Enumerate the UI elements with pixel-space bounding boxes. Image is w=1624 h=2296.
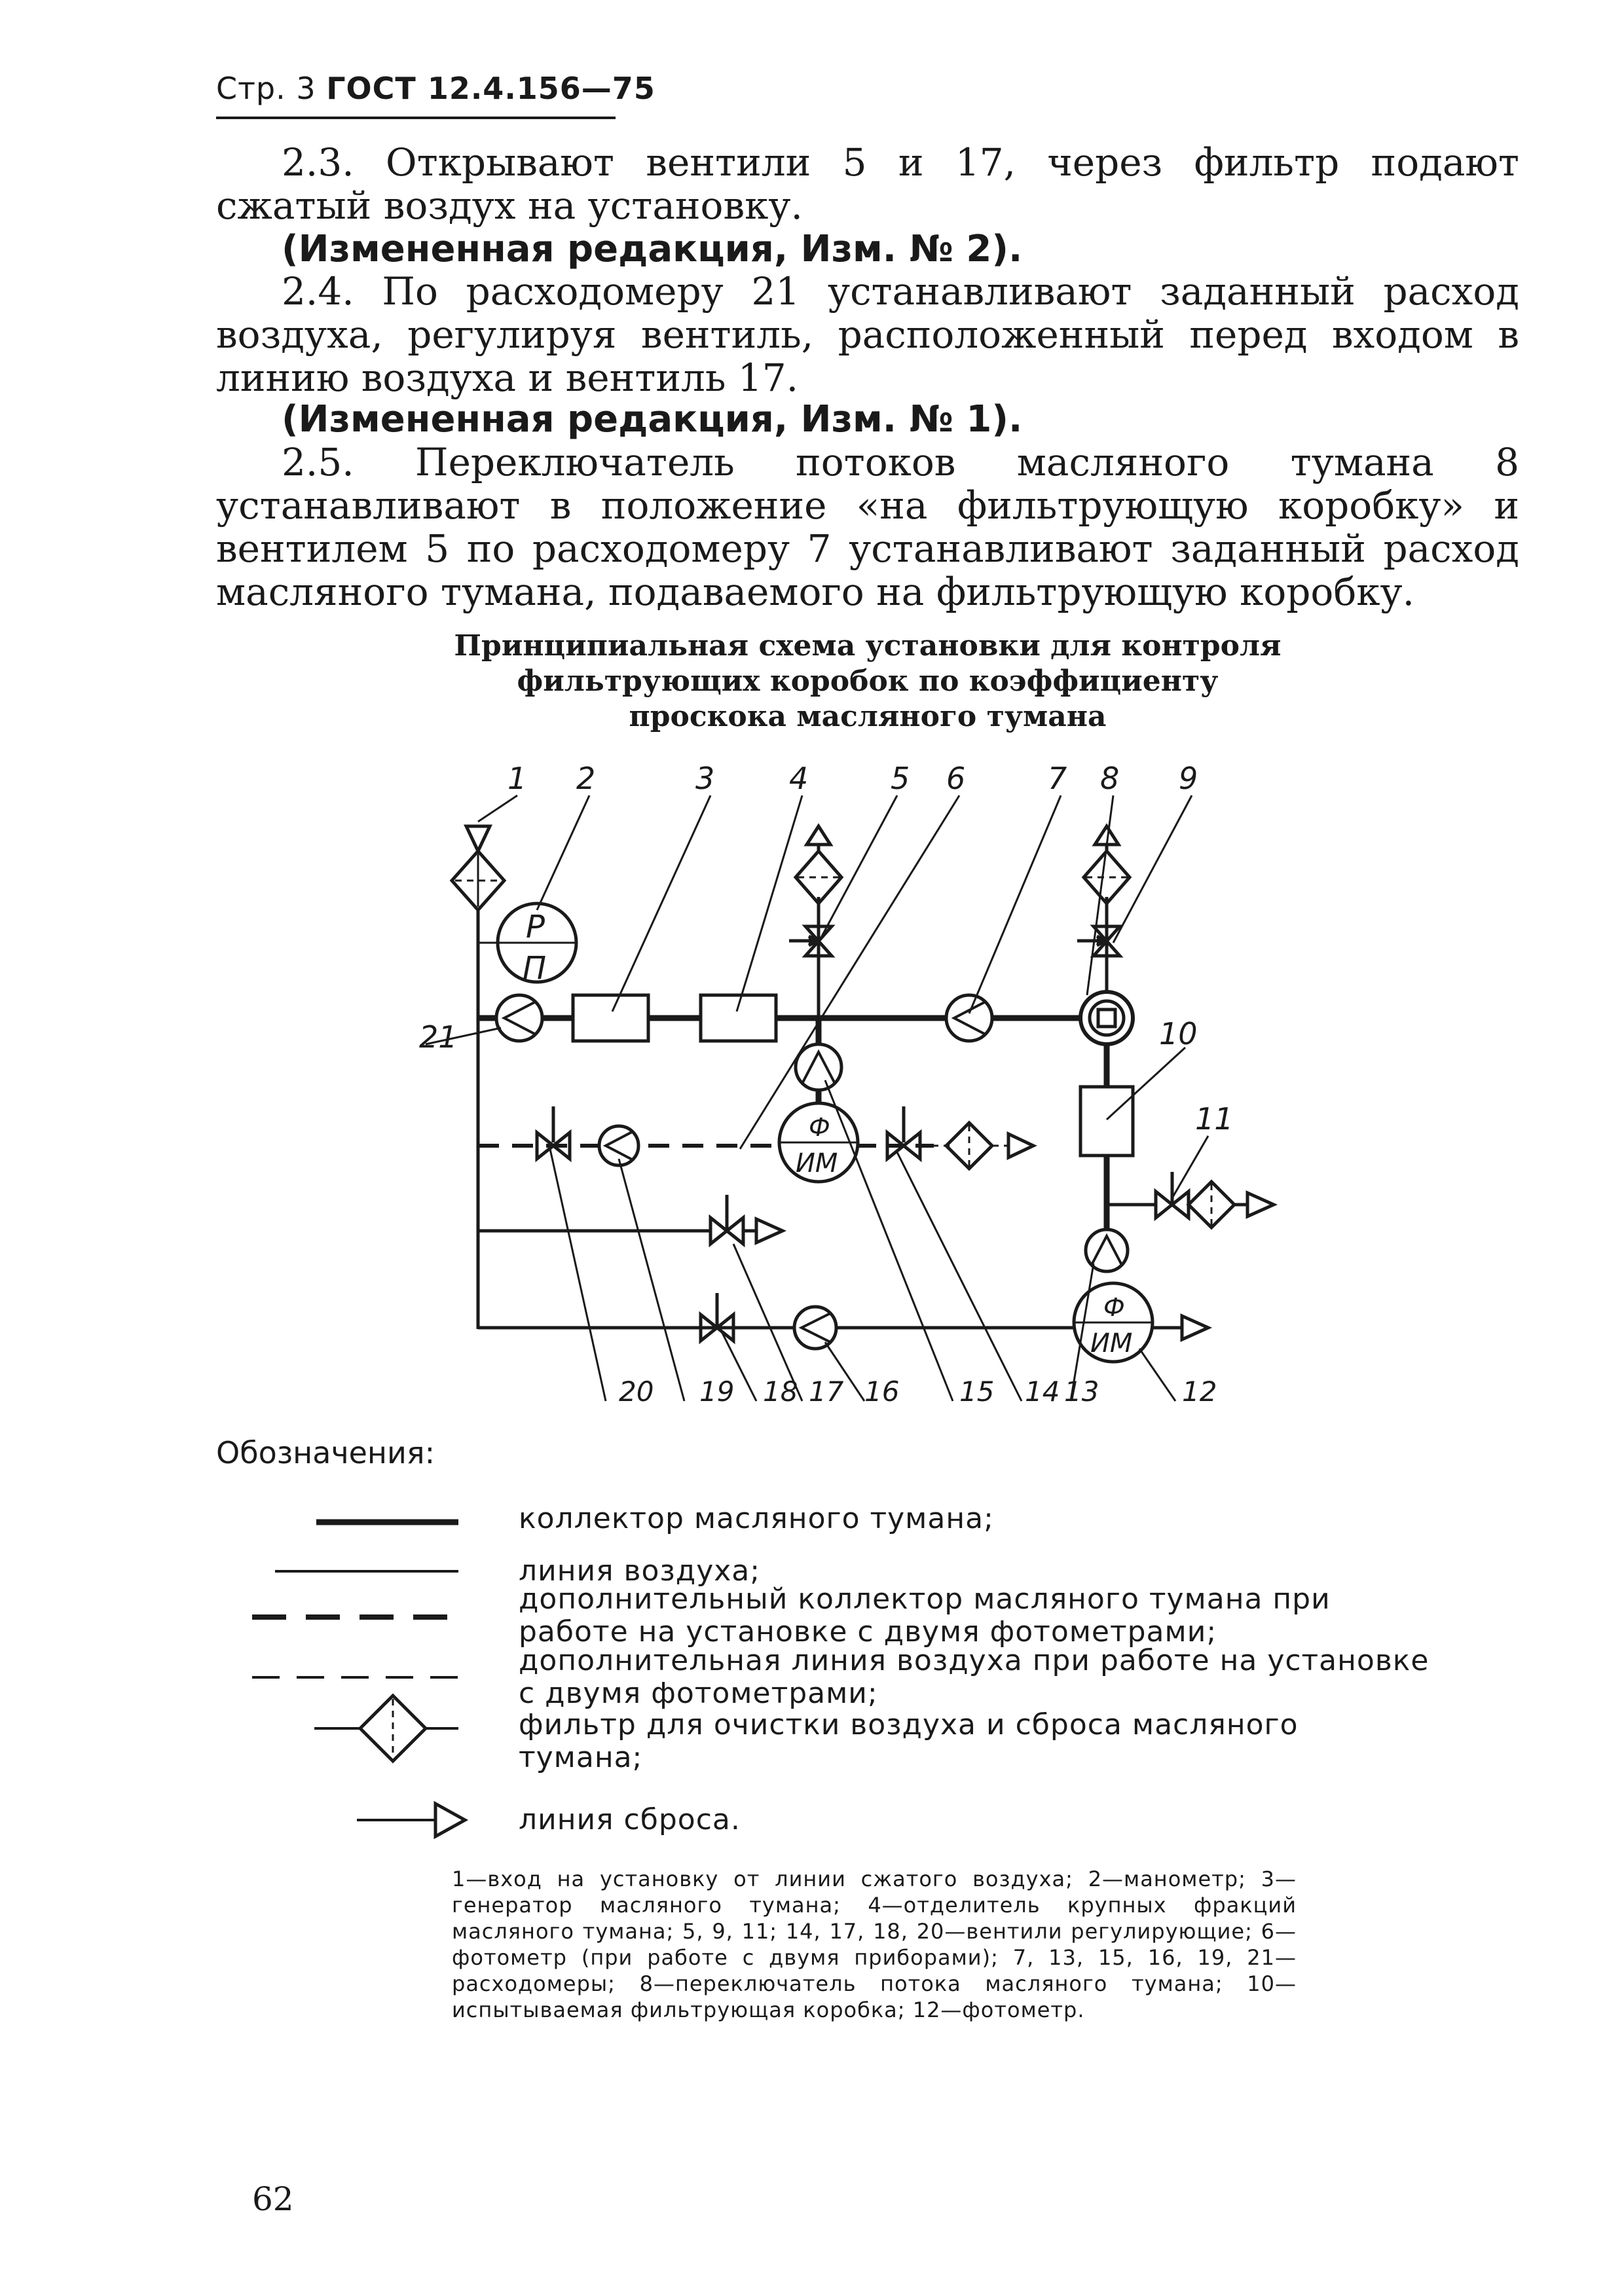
gauge-letter-top: P — [526, 909, 545, 945]
label-6: 6 — [946, 761, 966, 796]
label-14: 14 — [1025, 1376, 1060, 1408]
paragraph-2-4: 2.4. По расходомеру 21 устанавливают заданный расход воздуха, регулируя вентиль, расположенный перед входом в линию воздуха и вентиль 17. — [216, 269, 1519, 400]
legend-item-filter: фильтр для очистки воздуха и сброса масляного тумана; — [519, 1708, 1299, 1774]
label-15: 15 — [959, 1376, 995, 1408]
exhaust-icon — [435, 1804, 465, 1836]
label-1: 1 — [507, 761, 527, 796]
diagram-title: Принципиальная схема установки для контроля фильтрующих коробок по коэффициенту проскока масляного тумана — [454, 629, 1282, 733]
label-16: 16 — [864, 1376, 900, 1408]
label-2: 2 — [576, 761, 596, 796]
label-8: 8 — [1100, 761, 1120, 796]
label-20: 20 — [619, 1376, 654, 1408]
svg-text:Ф: Ф — [809, 1113, 830, 1142]
label-3: 3 — [695, 761, 715, 796]
amendment-2: (Измененная редакция, Изм. № 2). — [282, 228, 1023, 270]
legend-item-extra-collector: дополнительный коллектор масляного тумана при работе на установке с двумя фотометрами; — [519, 1582, 1331, 1649]
label-12: 12 — [1182, 1376, 1217, 1408]
label-5: 5 — [891, 761, 910, 796]
figure-caption: 1—вход на установку от линии сжатого воздуха; 2—манометр; 3—генератор масляного тумана; 4—отделитель крупных фракций масляного тумана; 5, 9, 11; 14, 17, 18, 20—вентили регулирующие; 6—фотометр (при работе с двумя приборами); 7, 13, 15, 16, 19, 21—расходомеры; 8—переключатель потока масляного тумана; 10—испытываемая фильтрующая коробка; 12—фотометр. — [452, 1867, 1297, 2022]
label-9: 9 — [1179, 761, 1198, 796]
header-page: Стр. 3 — [216, 71, 316, 106]
label-11: 11 — [1195, 1101, 1234, 1137]
svg-text:Ф: Ф — [1103, 1293, 1125, 1322]
label-21: 21 — [419, 1019, 458, 1055]
label-13: 13 — [1064, 1376, 1099, 1408]
label-19: 19 — [699, 1376, 735, 1408]
label-10: 10 — [1159, 1016, 1198, 1051]
legend-title: Обозначения: — [216, 1435, 435, 1470]
paragraph-2-3: 2.3. Открывают вентили 5 и 17, через фильтр подают сжатый воздух на установку. — [216, 140, 1519, 228]
page-number: 62 — [252, 2180, 294, 2218]
svg-text:ИМ: ИМ — [1090, 1328, 1133, 1358]
legend-item-air: линия воздуха; — [519, 1554, 761, 1588]
label-17: 17 — [809, 1376, 844, 1408]
header-standard: ГОСТ 12.4.156—75 — [326, 71, 655, 106]
amendment-1: (Измененная редакция, Изм. № 1). — [282, 398, 1023, 441]
legend-item-extra-air: дополнительная линия воздуха при работе на установке с двумя фотометрами; — [519, 1644, 1430, 1710]
gauge-letter-bottom: П — [523, 950, 547, 987]
label-7: 7 — [1048, 761, 1067, 796]
svg-text:ИМ: ИМ — [796, 1148, 838, 1178]
paragraph-2-5: 2.5. Переключатель потоков масляного тумана 8 устанавливают в положение «на фильтрующую коробку» и вентилем 5 по расходомеру 7 устанавливают заданный расход масляного тумана, подаваемого на фильтрующую коробку. — [216, 440, 1519, 614]
legend-item-exhaust: линия сброса. — [519, 1803, 741, 1836]
legend-item-collector: коллектор масляного тумана; — [519, 1502, 994, 1535]
label-18: 18 — [763, 1376, 798, 1408]
label-4: 4 — [789, 761, 809, 796]
